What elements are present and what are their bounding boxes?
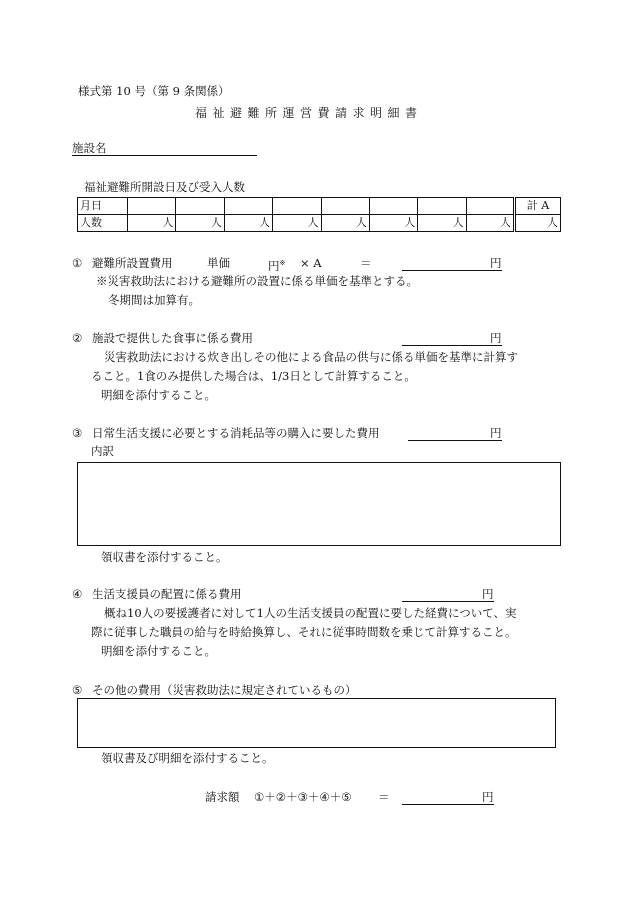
item4-amount-yen: 円 — [482, 587, 494, 601]
people-unit: 人 — [259, 216, 271, 229]
people-cell[interactable] — [176, 215, 224, 232]
item5-label: その他の費用（災害救助法に規定されているもの） — [92, 683, 357, 697]
total-a-cell[interactable] — [515, 215, 561, 232]
date-cell[interactable] — [176, 198, 224, 215]
date-cell[interactable] — [369, 198, 417, 215]
people-unit: 人 — [500, 216, 511, 229]
total-a-header: 計 A — [515, 198, 561, 215]
people-unit: 人 — [452, 216, 464, 229]
schedule-caption: 福祉避難所開設日及び受入人数 — [84, 180, 245, 194]
date-cell[interactable] — [418, 198, 466, 215]
item3-amount-underline[interactable] — [408, 440, 502, 441]
item2-number: ② — [72, 331, 83, 345]
item4-number: ④ — [72, 587, 83, 601]
people-unit: 人 — [404, 216, 416, 229]
schedule-people-row — [78, 215, 561, 232]
item1-number: ① — [72, 256, 83, 270]
item5-number: ⑤ — [72, 683, 83, 697]
total-yen: 円 — [482, 790, 494, 804]
people-cell[interactable] — [273, 215, 321, 232]
item4-label: 生活支援員の配置に係る費用 — [92, 587, 242, 601]
item4-amount-underline[interactable] — [402, 601, 494, 602]
item2-desc2: ること。1食のみ提供した場合は、1/3日として計算すること。 — [91, 369, 416, 383]
item2-amount-yen: 円 — [490, 331, 502, 345]
people-row-label: 人数 — [78, 215, 128, 232]
item5-box[interactable] — [77, 698, 556, 748]
facility-underline — [72, 155, 257, 156]
people-cell[interactable] — [418, 215, 466, 232]
item1-note1: ※災害救助法における避難所の設置に係る単価を基準とする。 — [96, 274, 418, 288]
item1-equals: ＝ — [360, 256, 372, 270]
item1-times-a: × A — [300, 256, 322, 270]
item1-amount-underline[interactable] — [402, 270, 502, 271]
people-cell[interactable] — [466, 215, 514, 232]
item2-amount-underline[interactable] — [402, 345, 502, 346]
item1-note-mark: ※ — [279, 259, 286, 267]
people-unit: 人 — [210, 216, 222, 229]
item3-breakdown-label: 内訳 — [91, 444, 114, 458]
item2-label: 施設で提供した食事に係る費用 — [92, 331, 253, 345]
facility-label: 施設名 — [72, 141, 107, 155]
item4-desc3: 明細を添付すること。 — [101, 644, 216, 658]
form-number: 様式第 10 号（第 9 条関係） — [78, 84, 230, 98]
date-cell[interactable] — [224, 198, 272, 215]
item3-label: 日常生活支援に必要とする消耗品等の購入に要した費用 — [92, 426, 380, 440]
item5-note: 領収書及び明細を添付すること。 — [101, 751, 274, 765]
item1-unit-yen — [268, 256, 285, 273]
schedule-date-row — [78, 198, 561, 215]
people-unit: 人 — [307, 216, 319, 229]
people-cell[interactable] — [224, 215, 272, 232]
item2-desc3: 明細を添付すること。 — [101, 388, 216, 402]
people-cell[interactable] — [369, 215, 417, 232]
item1-unit-price-label: 単価 — [207, 256, 230, 270]
item3-number: ③ — [72, 426, 83, 440]
date-cell[interactable] — [273, 198, 321, 215]
date-cell[interactable] — [466, 198, 514, 215]
item3-note: 領収書を添付すること。 — [101, 550, 228, 564]
document-title: 福祉避難所運営費請求明細書 — [195, 106, 423, 120]
people-cell[interactable] — [128, 215, 176, 232]
item3-amount-yen: 円 — [490, 426, 502, 440]
people-cell[interactable] — [321, 215, 369, 232]
total-equals: ＝ — [378, 790, 390, 804]
date-row-label: 月日 — [78, 198, 128, 215]
item3-breakdown-box[interactable] — [77, 462, 561, 546]
people-unit: 人 — [162, 216, 174, 229]
item1-note2: 冬期間は加算有。 — [108, 293, 200, 307]
date-cell[interactable] — [321, 198, 369, 215]
item4-desc1: 概ね10人の要援護者に対して1人の生活支援員の配置に要した経費について、実 — [104, 606, 517, 620]
schedule-table — [77, 197, 561, 232]
item4-desc2: 際に従事した職員の給与を時給換算し、それに従事時間数を乗じて計算すること。 — [91, 625, 517, 639]
date-cell[interactable] — [128, 198, 176, 215]
total-label: 請求額 — [205, 790, 240, 804]
people-unit: 人 — [355, 216, 367, 229]
item2-desc1: 災害救助法における炊き出しその他による食品の供与に係る単価を基準に計算す — [104, 350, 518, 364]
total-formula: ①＋②＋③＋④＋⑤ — [254, 790, 352, 804]
item1-label: 避難所設置費用 — [92, 256, 173, 270]
item1-amount-yen: 円 — [490, 256, 502, 270]
item1-yen: 円 — [268, 258, 280, 273]
total-amount-underline[interactable] — [402, 804, 494, 805]
total-unit: 人 — [547, 216, 558, 229]
